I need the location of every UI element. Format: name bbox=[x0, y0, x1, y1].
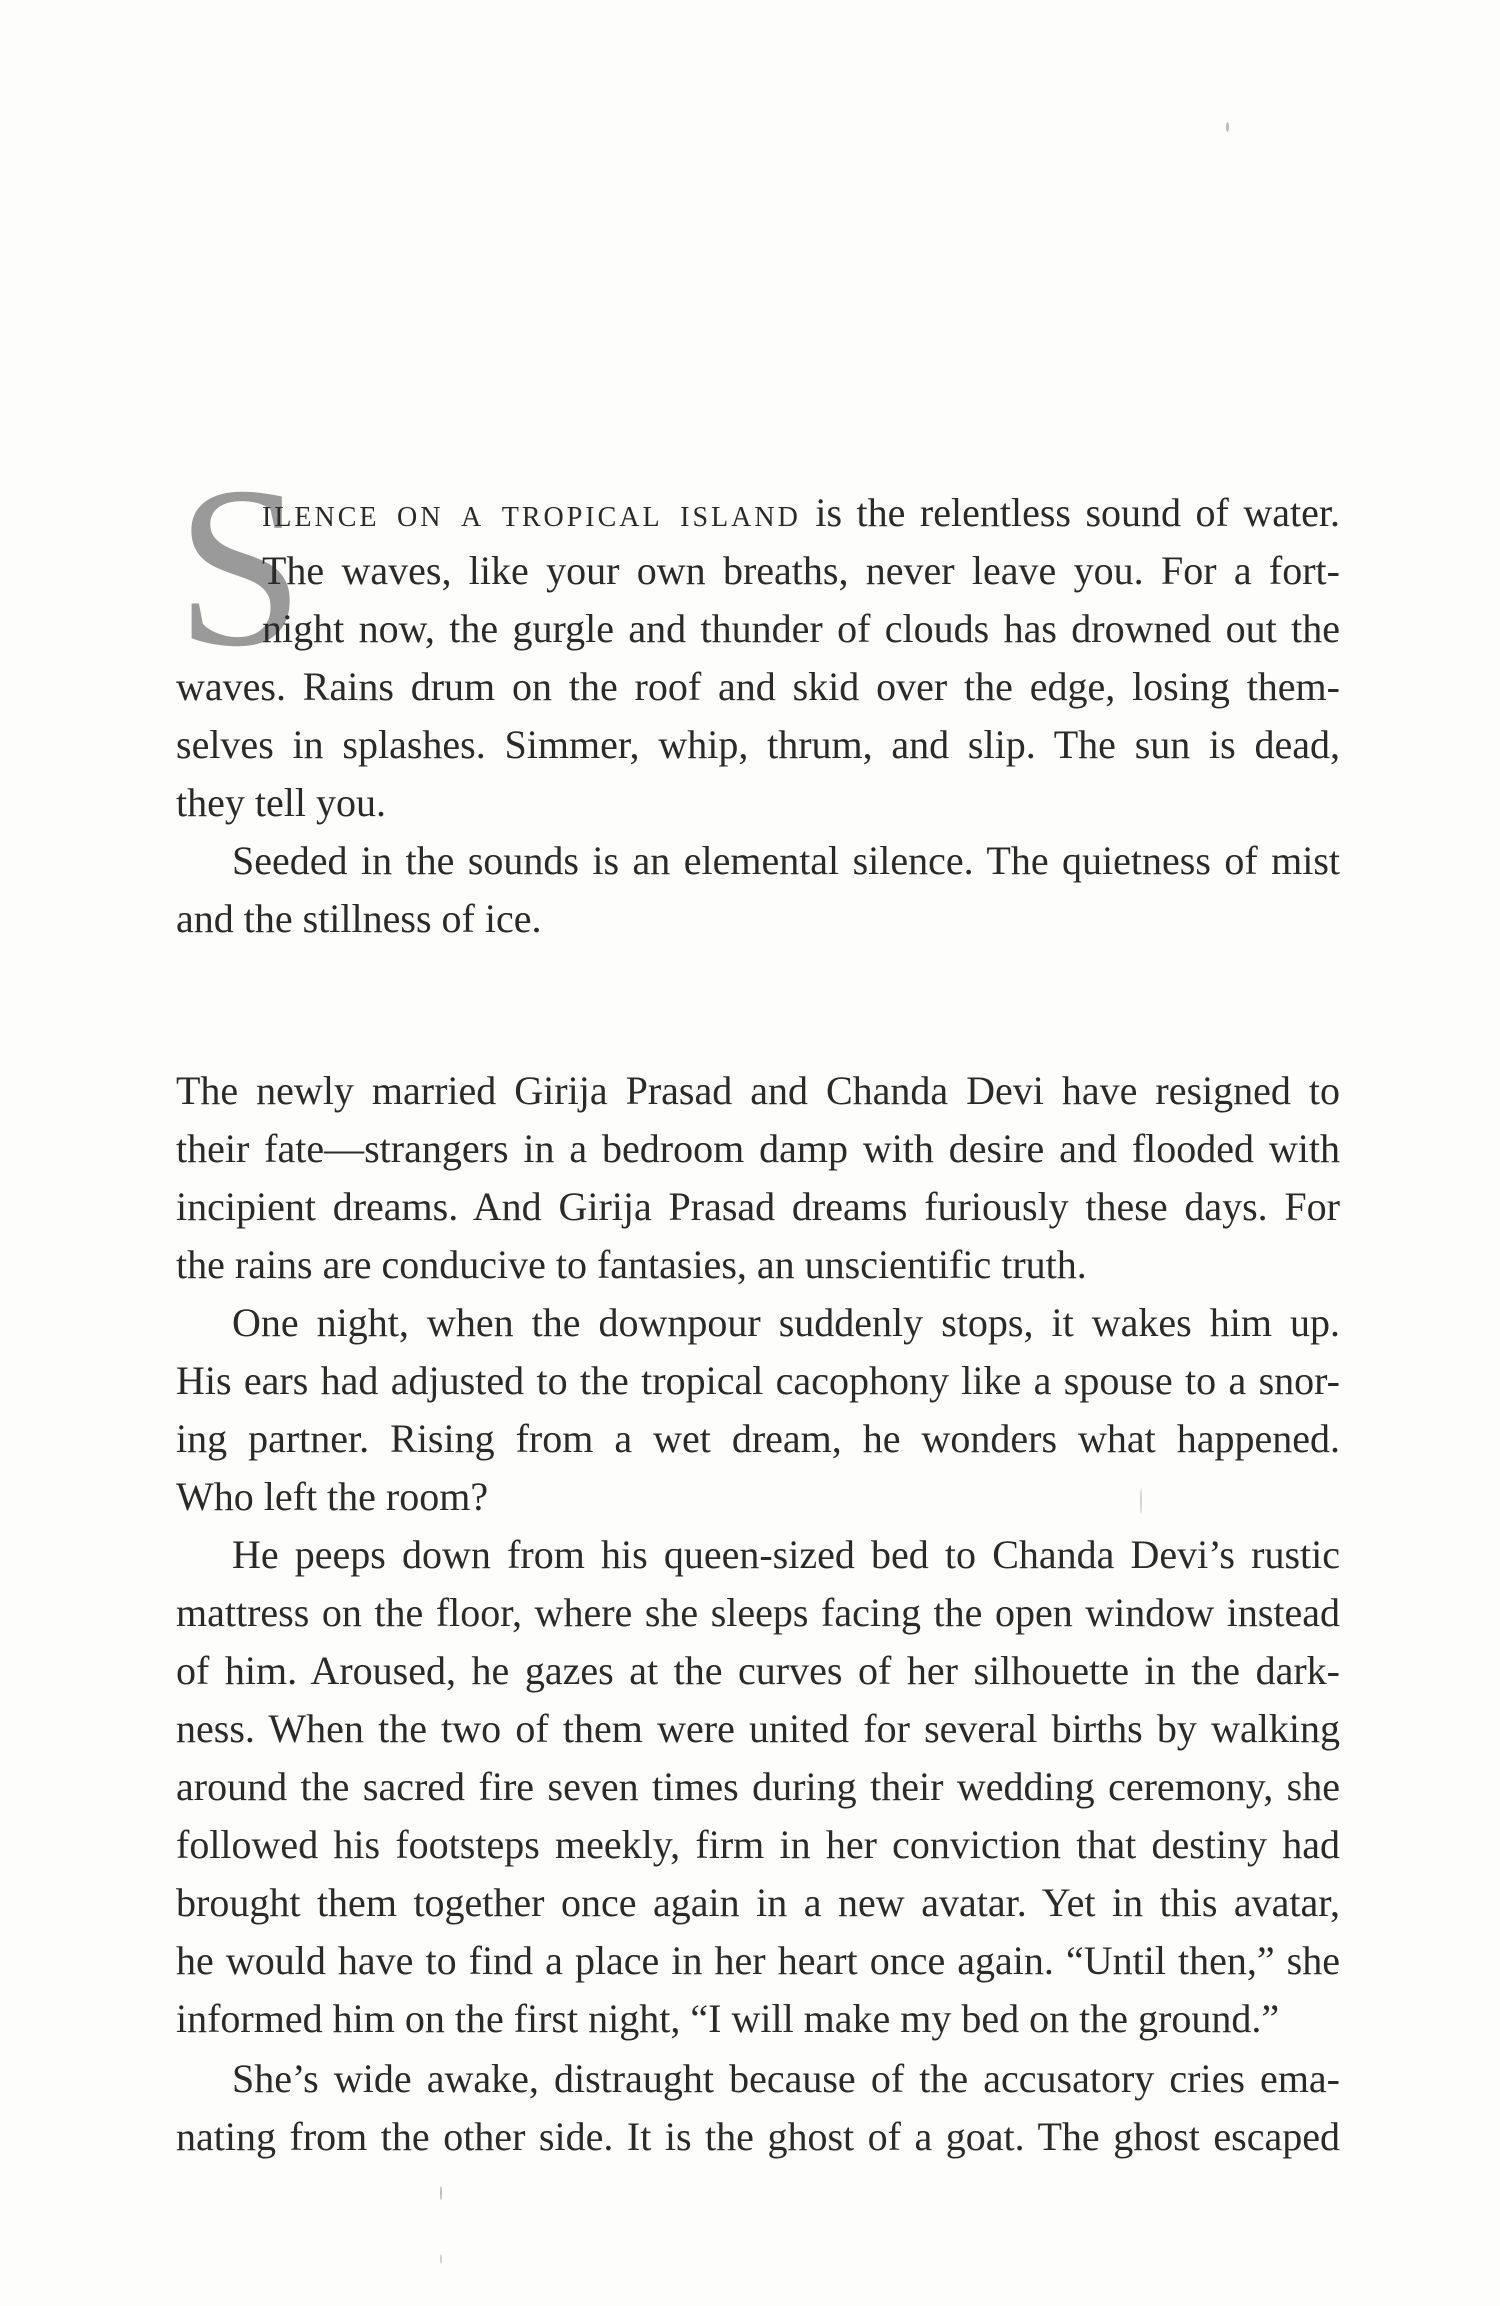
s2-p1-line-2: their fate—strangers in a bedroom damp with desire and flooded with bbox=[176, 1126, 1340, 1171]
opening-line-3: night now, the gurgle and thunder of clouds has drowned out the bbox=[262, 606, 1340, 651]
s2-p2-line-4: Who left the room? bbox=[176, 1474, 489, 1519]
s2-p4-line-1: She’s wide awake, distraught because of the accusatory cries ema- bbox=[232, 2056, 1340, 2101]
s2-p3-line-7: brought them together once again in a new avatar. Yet in this avatar, bbox=[176, 1880, 1340, 1925]
s2-p1-line-3: incipient dreams. And Girija Prasad dreams furiously these days. For bbox=[176, 1184, 1340, 1229]
s2-p2-line-1: One night, when the downpour suddenly stops, it wakes him up. bbox=[232, 1300, 1340, 1345]
scan-speck bbox=[440, 2186, 442, 2200]
drop-cap: S bbox=[176, 439, 304, 694]
s2-p3-line-2: mattress on the floor, where she sleeps facing the open window instead bbox=[176, 1590, 1340, 1635]
opening-line-1 bbox=[262, 484, 1340, 542]
opening-smallcaps: ilence on a tropical island bbox=[262, 490, 801, 535]
opening-line-2: The waves, like your own breaths, never leave you. For a fort- bbox=[262, 548, 1340, 593]
para2-line-2: and the stillness of ice. bbox=[176, 896, 542, 941]
opening-line-6: they tell you. bbox=[176, 780, 386, 825]
s2-p1-line-1: The newly married Girija Prasad and Chanda Devi have resigned to bbox=[176, 1068, 1340, 1113]
s2-p2-line-3: ing partner. Rising from a wet dream, he wonders what happened. bbox=[176, 1416, 1340, 1461]
para2-line-1: Seeded in the sounds is an elemental silence. The quietness of mist bbox=[232, 838, 1340, 883]
scan-speck bbox=[1226, 122, 1229, 132]
s2-p3-line-8: he would have to find a place in her heart once again. “Until then,” she bbox=[176, 1938, 1340, 1983]
opening-line-1-rest: is the relentless sound of water. bbox=[800, 490, 1340, 535]
s2-p4-line-2: nating from the other side. It is the ghost of a goat. The ghost escaped bbox=[176, 2114, 1340, 2159]
s2-p3-line-5: around the sacred fire seven times during their wedding ceremony, she bbox=[176, 1764, 1340, 1809]
s2-p3-line-6: followed his footsteps meekly, firm in her conviction that destiny had bbox=[176, 1822, 1340, 1867]
s2-p3-line-4: ness. When the two of them were united for several births by walking bbox=[176, 1706, 1340, 1751]
s2-p3-line-3: of him. Aroused, he gazes at the curves of her silhouette in the dark- bbox=[176, 1648, 1340, 1693]
s2-p3-line-9: informed him on the first night, “I will make my bed on the ground.” bbox=[176, 1996, 1280, 2041]
opening-line-4: waves. Rains drum on the roof and skid over the edge, losing them- bbox=[176, 664, 1340, 709]
s2-p1-line-4: the rains are conducive to fantasies, an unscientific truth. bbox=[176, 1242, 1087, 1287]
scan-speck bbox=[440, 2254, 442, 2264]
opening-line-5: selves in splashes. Simmer, whip, thrum, and slip. The sun is dead, bbox=[176, 722, 1340, 767]
s2-p3-line-1: He peeps down from his queen-sized bed to Chanda Devi’s rustic bbox=[232, 1532, 1340, 1577]
s2-p2-line-2: His ears had adjusted to the tropical cacophony like a spouse to a snor- bbox=[176, 1358, 1340, 1403]
scan-speck bbox=[1140, 1488, 1142, 1514]
